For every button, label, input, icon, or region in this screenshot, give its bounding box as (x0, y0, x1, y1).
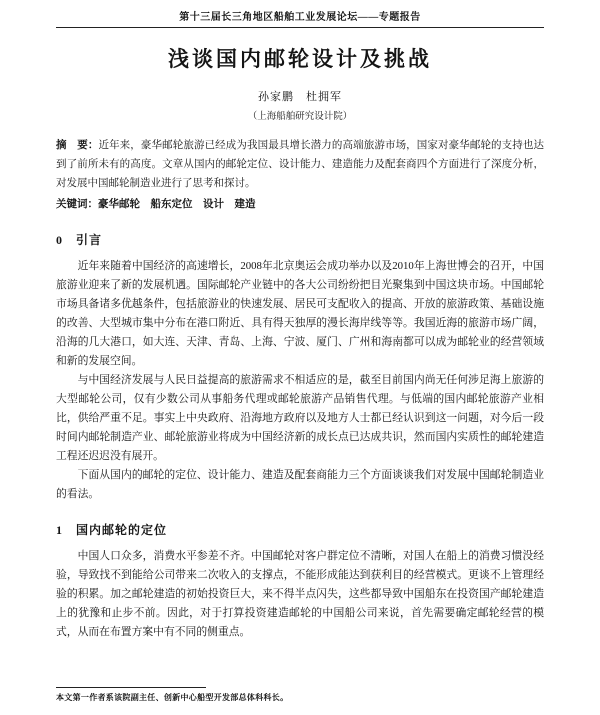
affiliation: （上海船舶研究设计院） (247, 112, 353, 122)
paragraph: 与中国经济发展与人民日益提高的旅游需求不相适应的是，截至目前国内尚无任何涉足海上旅游的大型邮轮公司，仅有少数公司从事船务代理或邮轮旅游产品销售代理。与低端的国内邮轮旅游产业相比，供给严重不足。事实上中央政府、沿海地方政府以及地方人士都已经认识到这一问题，对今后一段时间内邮轮制造产业、邮轮旅游业将成为中国经济新的成长点已达成共识，然而国内实质性的邮轮建造工程还迟迟没有展开。 (56, 374, 544, 462)
keywords (56, 195, 544, 214)
footnote: 本文第一作者系该院副主任、创新中心船型开发部总体科科长。 (56, 693, 289, 702)
footnote-divider (56, 687, 206, 688)
section-heading-positioning: 1 国内邮轮的定位 (56, 523, 168, 537)
running-header: 第十三届长三角地区船舶工业发展论坛——专题报告 (56, 8, 544, 28)
keywords-text: 豪华邮轮 船东定位 设计 建造 (98, 199, 256, 210)
keywords-label: 关键词： (56, 199, 98, 210)
paragraph: 中国人口众多，消费水平参差不齐。中国邮轮对客户群定位不清晰，对国人在船上的消费习惯没经验，导致找不到能给公司带来二次收入的支撑点，不能形成能达到获利目的经营模式。更谈不上管理经验的积累。加之邮轮建造的初始投资巨大，来不得半点闪失，这些都导致中国船东在投资国产邮轮建造上的犹豫和止步不前。因此，对于打算投资建造邮轮的中国船公司来说，首先需要确定邮轮经营的模式，从而在布置方案中有不同的侧重点。 (56, 550, 544, 638)
section-heading-introduction: 0 引言 (56, 233, 103, 247)
authors: 孙家鹏 杜拥军 (258, 91, 342, 103)
abstract (56, 136, 544, 193)
paragraph: 下面从国内的邮轮的定位、设计能力、建造及配套商能力三个方面谈谈我们对发展中国邮轮制造业的看法。 (56, 469, 544, 500)
paragraph: 近年来随着中国经济的高速增长，2008年北京奥运会成功举办以及2010年上海世博会的召开，中国旅游业迎来了新的发展机遇。国际邮轮产业链中的各大公司纷纷把目光聚集到中国这块市场。中国邮轮市场具备诸多优越条件，包括旅游业的快速发展、居民可支配收入的提高、开放的旅游政策、基础设施的改善、大型城市集中分布在港口附近、具有得天独厚的漫长海岸线等等。我国近海的旅游市场广阔，沿海的几大港口，如大连、天津、青岛、上海、宁波、厦门、广州和海南都可以成为邮轮业的经营领域和新的发展空间。 (56, 260, 544, 367)
paper-title: 浅谈国内邮轮设计及挑战 (168, 47, 432, 71)
abstract-text: 近年来，豪华邮轮旅游已经成为我国最具增长潜力的高端旅游市场，国家对豪华邮轮的支持也达到了前所未有的高度。文章从国内的邮轮定位、设计能力、建造能力及配套商四个方面进行了深度分析，对发展中国邮轮制造业进行了思考和探讨。 (56, 140, 545, 189)
abstract-label: 摘 要： (56, 140, 99, 151)
footnote-area (56, 687, 544, 703)
